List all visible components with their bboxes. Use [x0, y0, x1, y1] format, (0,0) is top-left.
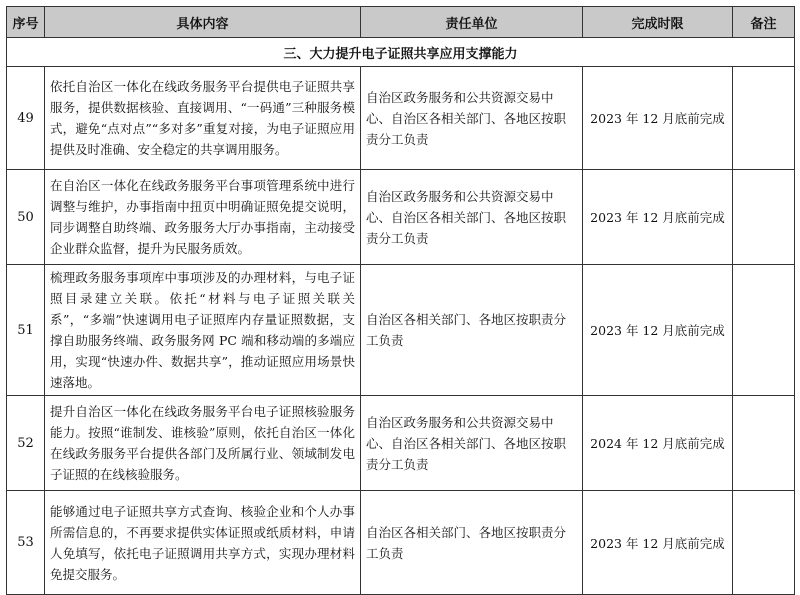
header-deadline: 完成时限 — [583, 7, 733, 38]
row-no: 49 — [7, 67, 45, 170]
row-deadline: 2023 年 12 月底前完成 — [583, 170, 733, 265]
row-remark — [733, 396, 795, 491]
section-title: 三、大力提升电子证照共享应用支撑能力 — [7, 38, 795, 67]
row-deadline: 2023 年 12 月底前完成 — [583, 491, 733, 595]
policy-table-container — [6, 6, 794, 595]
row-deadline: 2023 年 12 月底前完成 — [583, 67, 733, 170]
header-content: 具体内容 — [45, 7, 361, 38]
header-no: 序号 — [7, 7, 45, 38]
row-no: 51 — [7, 265, 45, 396]
header-remark: 备注 — [733, 7, 795, 38]
row-unit: 自治区政务服务和公共资源交易中心、自治区各相关部门、各地区按职责分工负责 — [361, 396, 583, 491]
row-content: 在自治区一体化在线政务服务平台事项管理系统中进行调整与维护，办事指南中扭页中明确证照免提交说明，同步调整自助终端、政务服务大厅办事指南，主动接受企业群众监督，提升为民服务质效。 — [45, 170, 361, 265]
row-unit: 自治区政务服务和公共资源交易中心、自治区各相关部门、各地区按职责分工负责 — [361, 67, 583, 170]
policy-table — [6, 6, 795, 595]
row-no: 53 — [7, 491, 45, 595]
table-row — [7, 491, 795, 595]
row-content: 能够通过电子证照共享方式查询、核验企业和个人办事所需信息的，不再要求提供实体证照或纸质材料，申请人免填写，依托电子证照调用共享方式，实现办理材料免提交服务。 — [45, 491, 361, 595]
table-row — [7, 396, 795, 491]
row-content: 梳理政务服务事项库中事项涉及的办理材料，与电子证照目录建立关联。依托“材料与电子证照关联关系”，“多端”快速调用电子证照库内存量证照数据，支撑自助服务终端、政务服务网 PC 端和移动端的多端应用，实现“快速办件、数据共享”，推动证照应用场景快速落地。 — [45, 265, 361, 396]
table-header-row — [7, 7, 795, 38]
row-deadline: 2024 年 12 月底前完成 — [583, 396, 733, 491]
header-unit: 责任单位 — [361, 7, 583, 38]
row-no: 50 — [7, 170, 45, 265]
row-unit: 自治区政务服务和公共资源交易中心、自治区各相关部门、各地区按职责分工负责 — [361, 170, 583, 265]
row-remark — [733, 67, 795, 170]
row-unit: 自治区各相关部门、各地区按职责分工负责 — [361, 265, 583, 396]
table-row — [7, 265, 795, 396]
section-row — [7, 38, 795, 67]
row-remark — [733, 265, 795, 396]
row-content: 依托自治区一体化在线政务服务平台提供电子证照共享服务，提供数据核验、直接调用、“一码通”三种服务模式，避免“点对点”“多对多”重复对接，为电子证照应用提供及时准确、安全稳定的共享调用服务。 — [45, 67, 361, 170]
row-remark — [733, 491, 795, 595]
row-unit: 自治区各相关部门、各地区按职责分工负责 — [361, 491, 583, 595]
row-deadline: 2023 年 12 月底前完成 — [583, 265, 733, 396]
row-no: 52 — [7, 396, 45, 491]
row-remark — [733, 170, 795, 265]
row-content: 提升自治区一体化在线政务服务平台电子证照核验服务能力。按照“谁制发、谁核验”原则，依托自治区一体化在线政务服务平台提供各部门及所属行业、领域制发电子证照的在线核验服务。 — [45, 396, 361, 491]
table-row — [7, 170, 795, 265]
table-row — [7, 67, 795, 170]
